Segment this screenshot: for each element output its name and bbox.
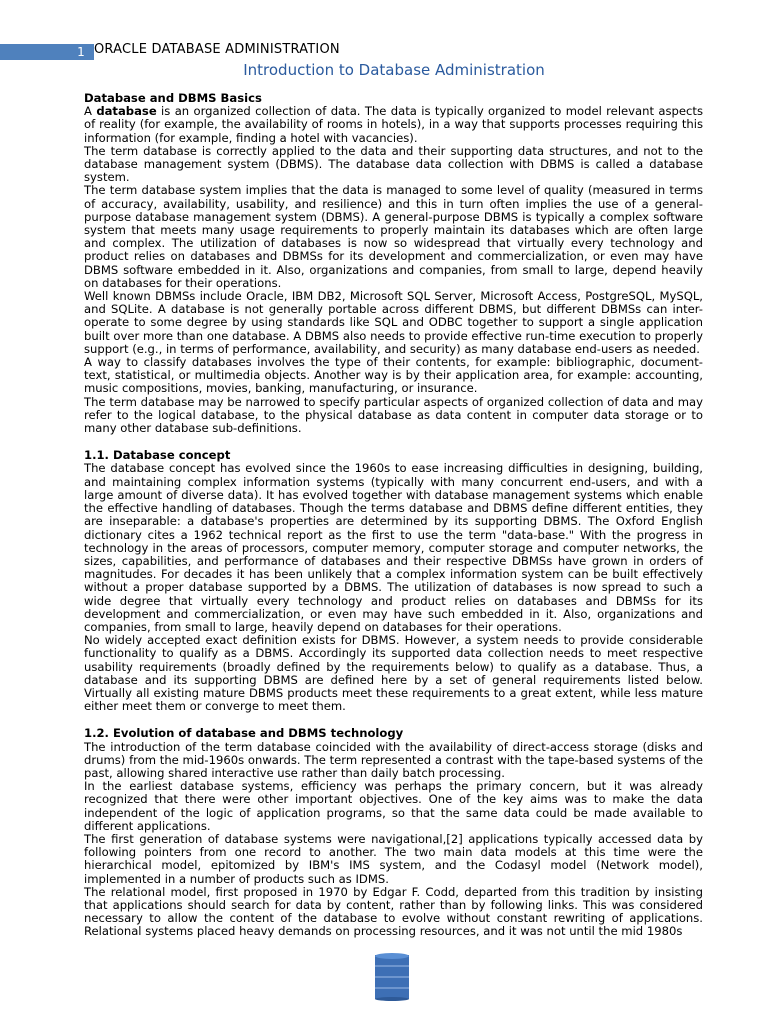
bold-term: database: [96, 104, 157, 119]
paragraph: The term database system implies that the data is managed to some level of quality (measured in terms of accuracy, availability, usability, and resilience) and this in turn often implies the use of a general-purpose database management system (DBMS). A general-purpose DBMS is typically a complex software system that meets many usage requirements to properly maintain its databases which are often large and complex. The utilization of databases is now so widespread that virtually every technology and product relies on databases and DBMSs for its development and commercialization, or even may have DBMS software embedded in it. Also, organizations and companies, from small to large, depend heavily on databases for their operations.: [84, 183, 703, 290]
paragraph: The first generation of database systems were navigational,[2] applications typically accessed data by following pointers from one record to another. The two main data models at this time were the hierarchical model, epitomized by IBM's IMS system, and the Codasyl model (Network model), implemented in a number of products such as IDMS.: [84, 831, 703, 886]
paragraph: The term database may be narrowed to specify particular aspects of organized collection of data and may refer to the logical database, to the physical database as data content in computer data storage or to many other database sub-definitions.: [84, 394, 703, 436]
text-run: A: [84, 104, 97, 119]
paragraph: Well known DBMSs include Oracle, IBM DB2, Microsoft SQL Server, Microsoft Access, PostgreSQL, MySQL, and SQLite. A database is not generally portable across different DBMS, but different DBMSs can inter-operate to some degree by using standards like SQL and ODBC together to support a single application built over more than one database. A DBMS also needs to provide effective run-time execution to properly support (e.g., in terms of performance, availability, and security) as many database end-users as needed.: [84, 289, 703, 356]
paragraph: The term database is correctly applied to the data and their supporting data structures, and not to the database management system (DBMS). The database data collection with DBMS is called a database system.: [84, 143, 703, 185]
section-heading-1-1: 1.1. Database concept: [84, 448, 231, 463]
paragraph: The relational model, first proposed in 1970 by Edgar F. Codd, departed from this tradition by insisting that applications should search for data by content, rather than by following links. This was considered necessary to allow the content of the database to evolve without constant rewriting of applications. Relational systems placed heavy demands on processing resources, and it was not until the mid 1980s: [84, 884, 703, 939]
running-header-title: ORACLE DATABASE ADMINISTRATION: [94, 42, 340, 57]
paragraph: No widely accepted exact definition exists for DBMS. However, a system needs to provide considerable functionality to qualify as a DBMS. Accordingly its supported data collection needs to meet respective usability requirements (broadly defined by the requirements below) to qualify as a database. Thus, a database and its supporting DBMS are defined here by a set of general requirements listed below. Virtually all existing mature DBMS products meet these requirements to a great extent, while less mature either meet them or converge to meet them.: [84, 633, 703, 714]
section-heading-1-2: 1.2. Evolution of database and DBMS technology: [84, 726, 404, 741]
paragraph: The database concept has evolved since the 1960s to ease increasing difficulties in designing, building, and maintaining complex information systems (typically with many concurrent end-users, and with a large amount of diverse data). It has evolved together with database management systems which enable the effective handling of databases. Though the terms database and DBMS define different entities, they are inseparable: a database's properties are determined by its supporting DBMS. The Oxford English dictionary cites a 1962 technical report as the first to use the term "data-base." With the progress in technology in the areas of processors, computer memory, computer storage and computer networks, the sizes, capabilities, and performance of databases and their respective DBMSs have grown in orders of magnitudes. For decades it has been unlikely that a complex information system can be built effectively without a proper database supported by a DBMS. The utilization of databases is now spread to such a wide degree that virtually every technology and product relies on databases and DBMSs for its development and commercialization, or even may have such embedded in it. Also, organizations and companies, from small to large, heavily depend on databases for their operations.: [84, 461, 703, 634]
database-stack-icon: [375, 953, 409, 1001]
document-body: [84, 92, 703, 939]
text-run: is an organized collection of data. The data is typically organized to model relevant aspects of reality (for example, the availability of rooms in hotels), in a way that supports processes requiring this information (for example, finding a hotel with vacancies).: [84, 104, 704, 145]
section-heading-basics: Database and DBMS Basics: [84, 91, 262, 105]
paragraph: The introduction of the term database coincided with the availability of direct-access storage (disks and drums) from the mid-1960s onwards. The term represented a contrast with the tape-based systems of the past, allowing shared interactive use rather than daily batch processing.: [84, 739, 703, 780]
paragraph: A way to classify databases involves the type of their contents, for example: bibliographic, document-text, statistical, or multimedia objects. Another way is by their application area, for example: accounting, music compositions, movies, banking, manufacturing, or insurance.: [84, 355, 703, 396]
page-number: 1: [77, 45, 85, 59]
paragraph: [84, 105, 703, 145]
paragraph: In the earliest database systems, efficiency was perhaps the primary concern, but it was already recognized that there were other important objectives. One of the key aims was to make the data independent of the logic of application programs, so that the same data could be made available to different applications.: [84, 779, 703, 833]
document-title: Introduction to Database Administration: [243, 61, 545, 79]
